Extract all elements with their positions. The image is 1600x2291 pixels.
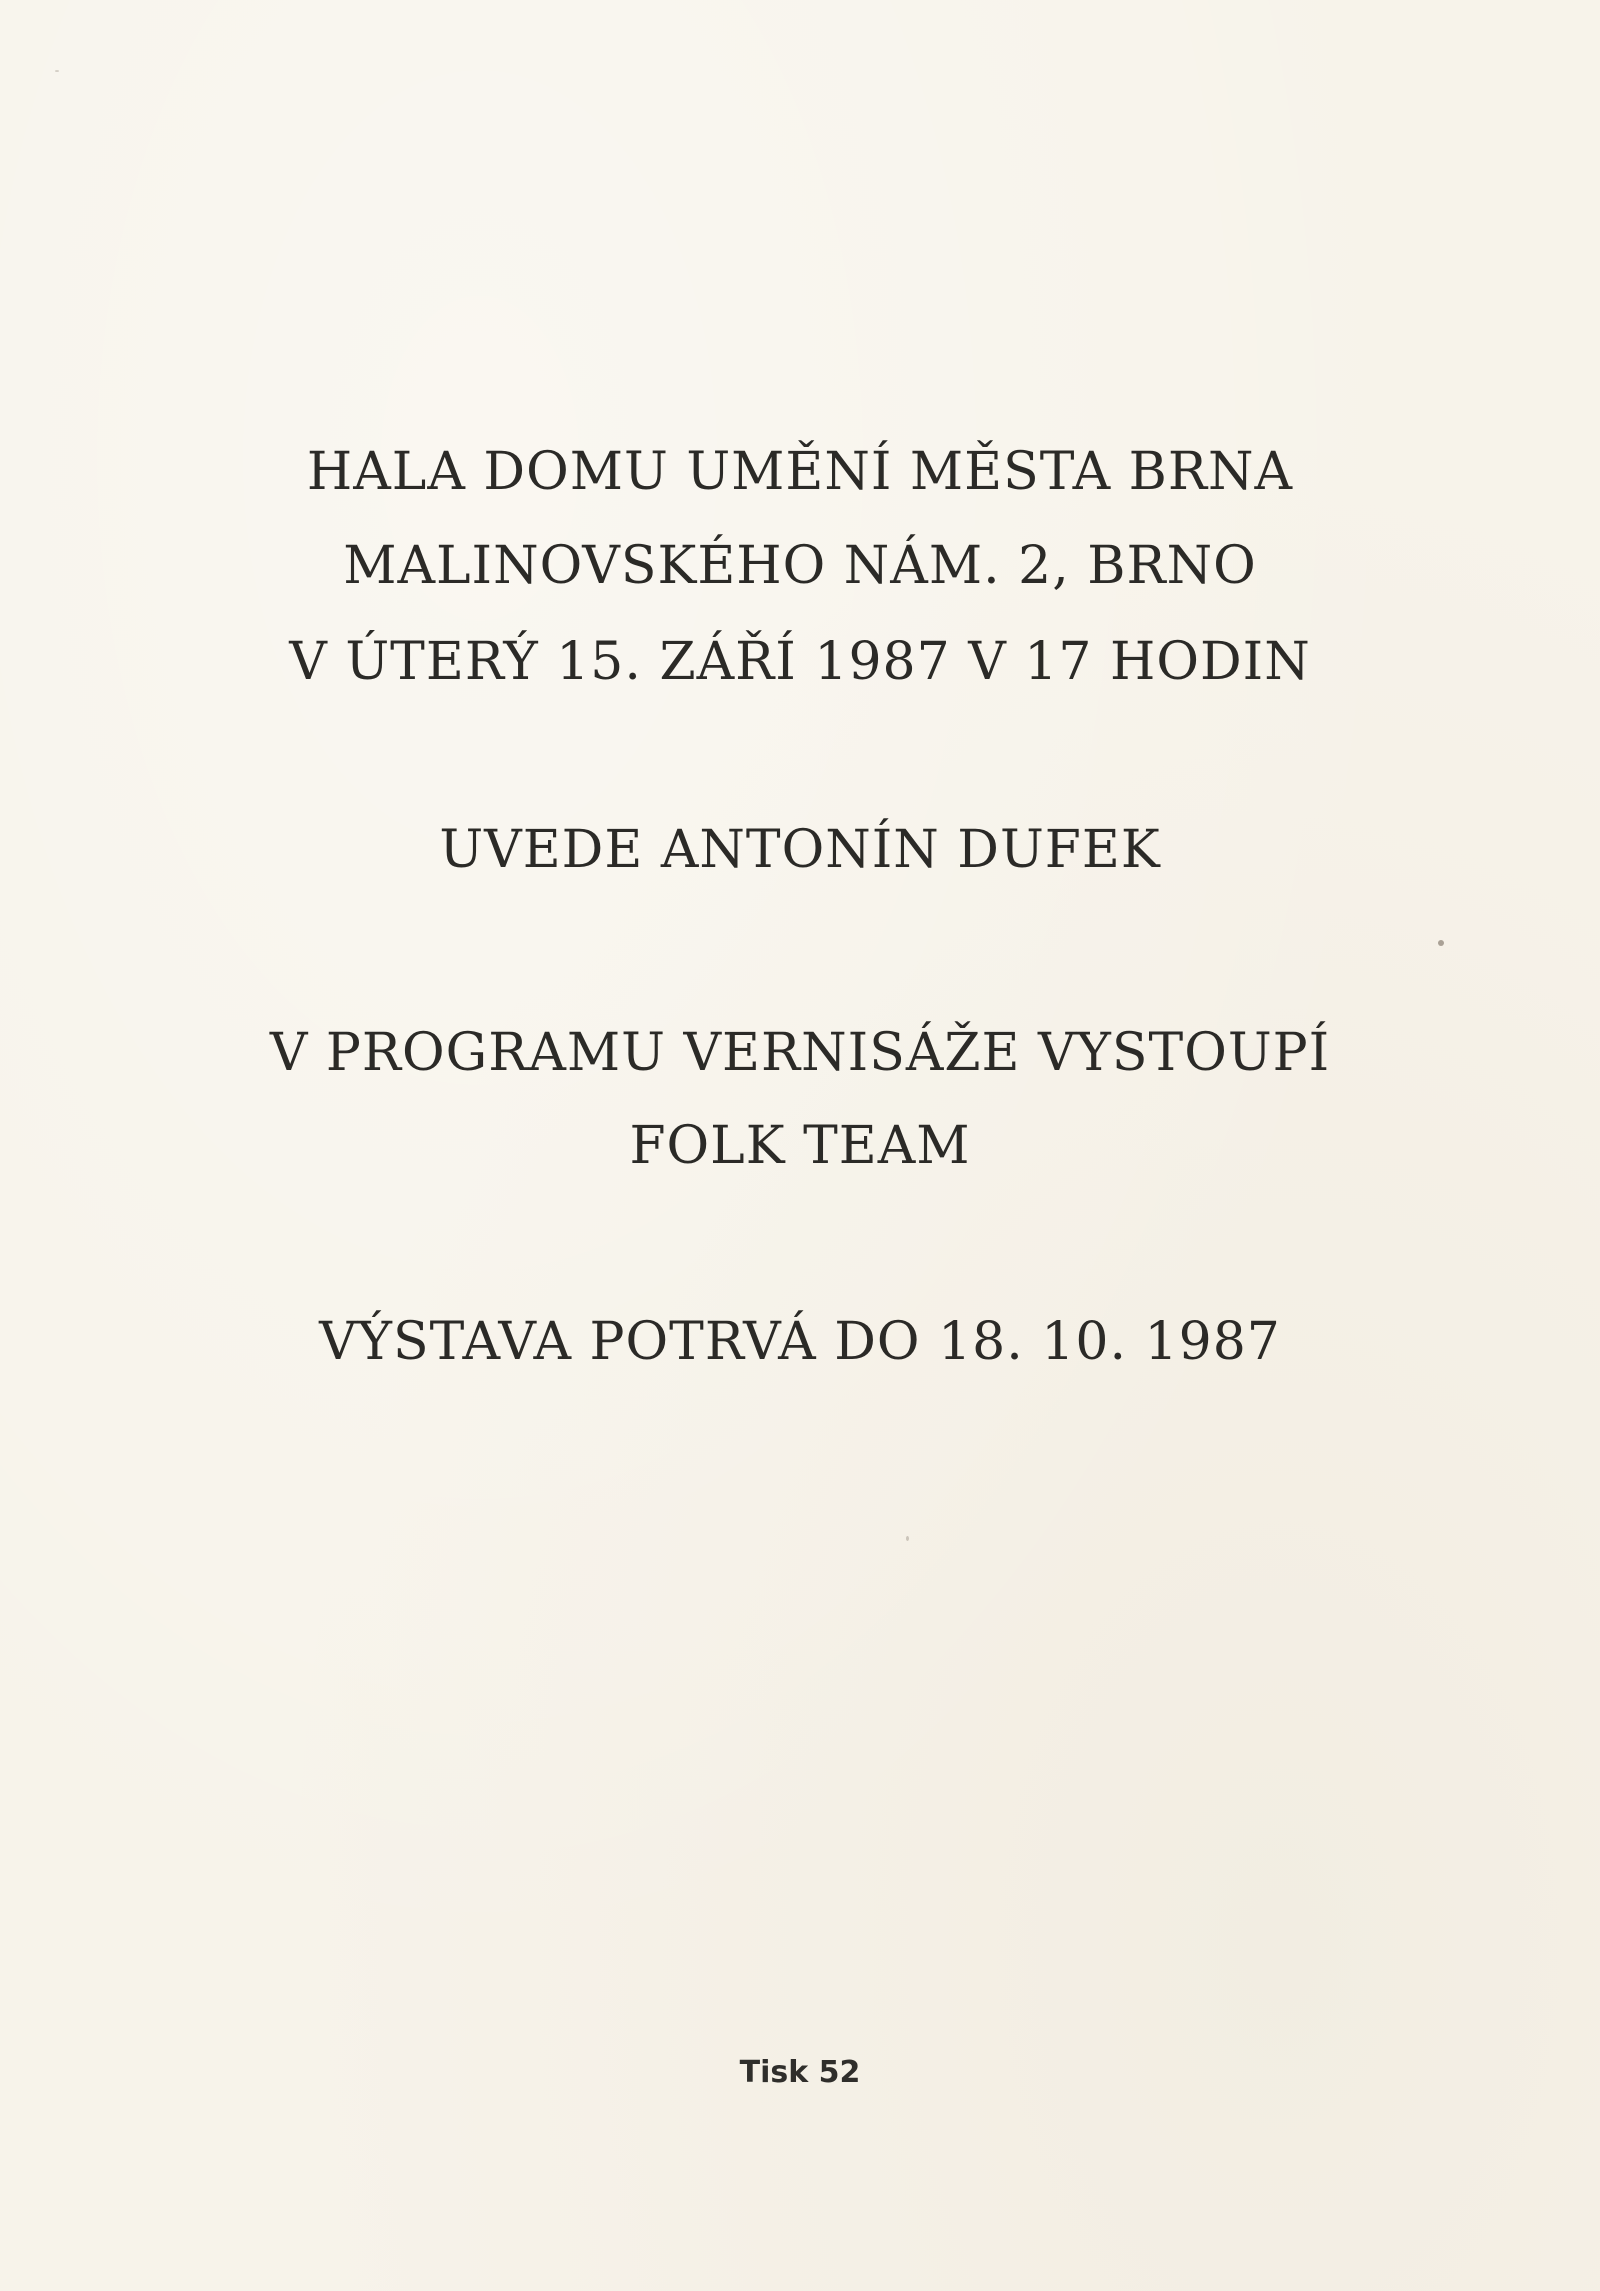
program-line: V PROGRAMU VERNISÁŽE VYSTOUPÍ bbox=[269, 1023, 1331, 1083]
performer-line: FOLK TEAM bbox=[629, 1116, 971, 1176]
print-label: Tisk 52 bbox=[739, 2055, 861, 2090]
paper-speck bbox=[906, 1536, 909, 1541]
venue-line: HALA DOMU UMĚNÍ MĚSTA BRNA bbox=[306, 442, 1294, 502]
paper-speck bbox=[55, 70, 59, 72]
introduced-by-line: UVEDE ANTONÍN DUFEK bbox=[439, 820, 1161, 880]
datetime-line: V ÚTERÝ 15. ZÁŘÍ 1987 V 17 HODIN bbox=[289, 632, 1311, 692]
address-line: MALINOVSKÉHO NÁM. 2, BRNO bbox=[343, 536, 1257, 596]
paper-speck bbox=[1438, 940, 1444, 946]
duration-line: VÝSTAVA POTRVÁ DO 18. 10. 1987 bbox=[319, 1312, 1281, 1372]
